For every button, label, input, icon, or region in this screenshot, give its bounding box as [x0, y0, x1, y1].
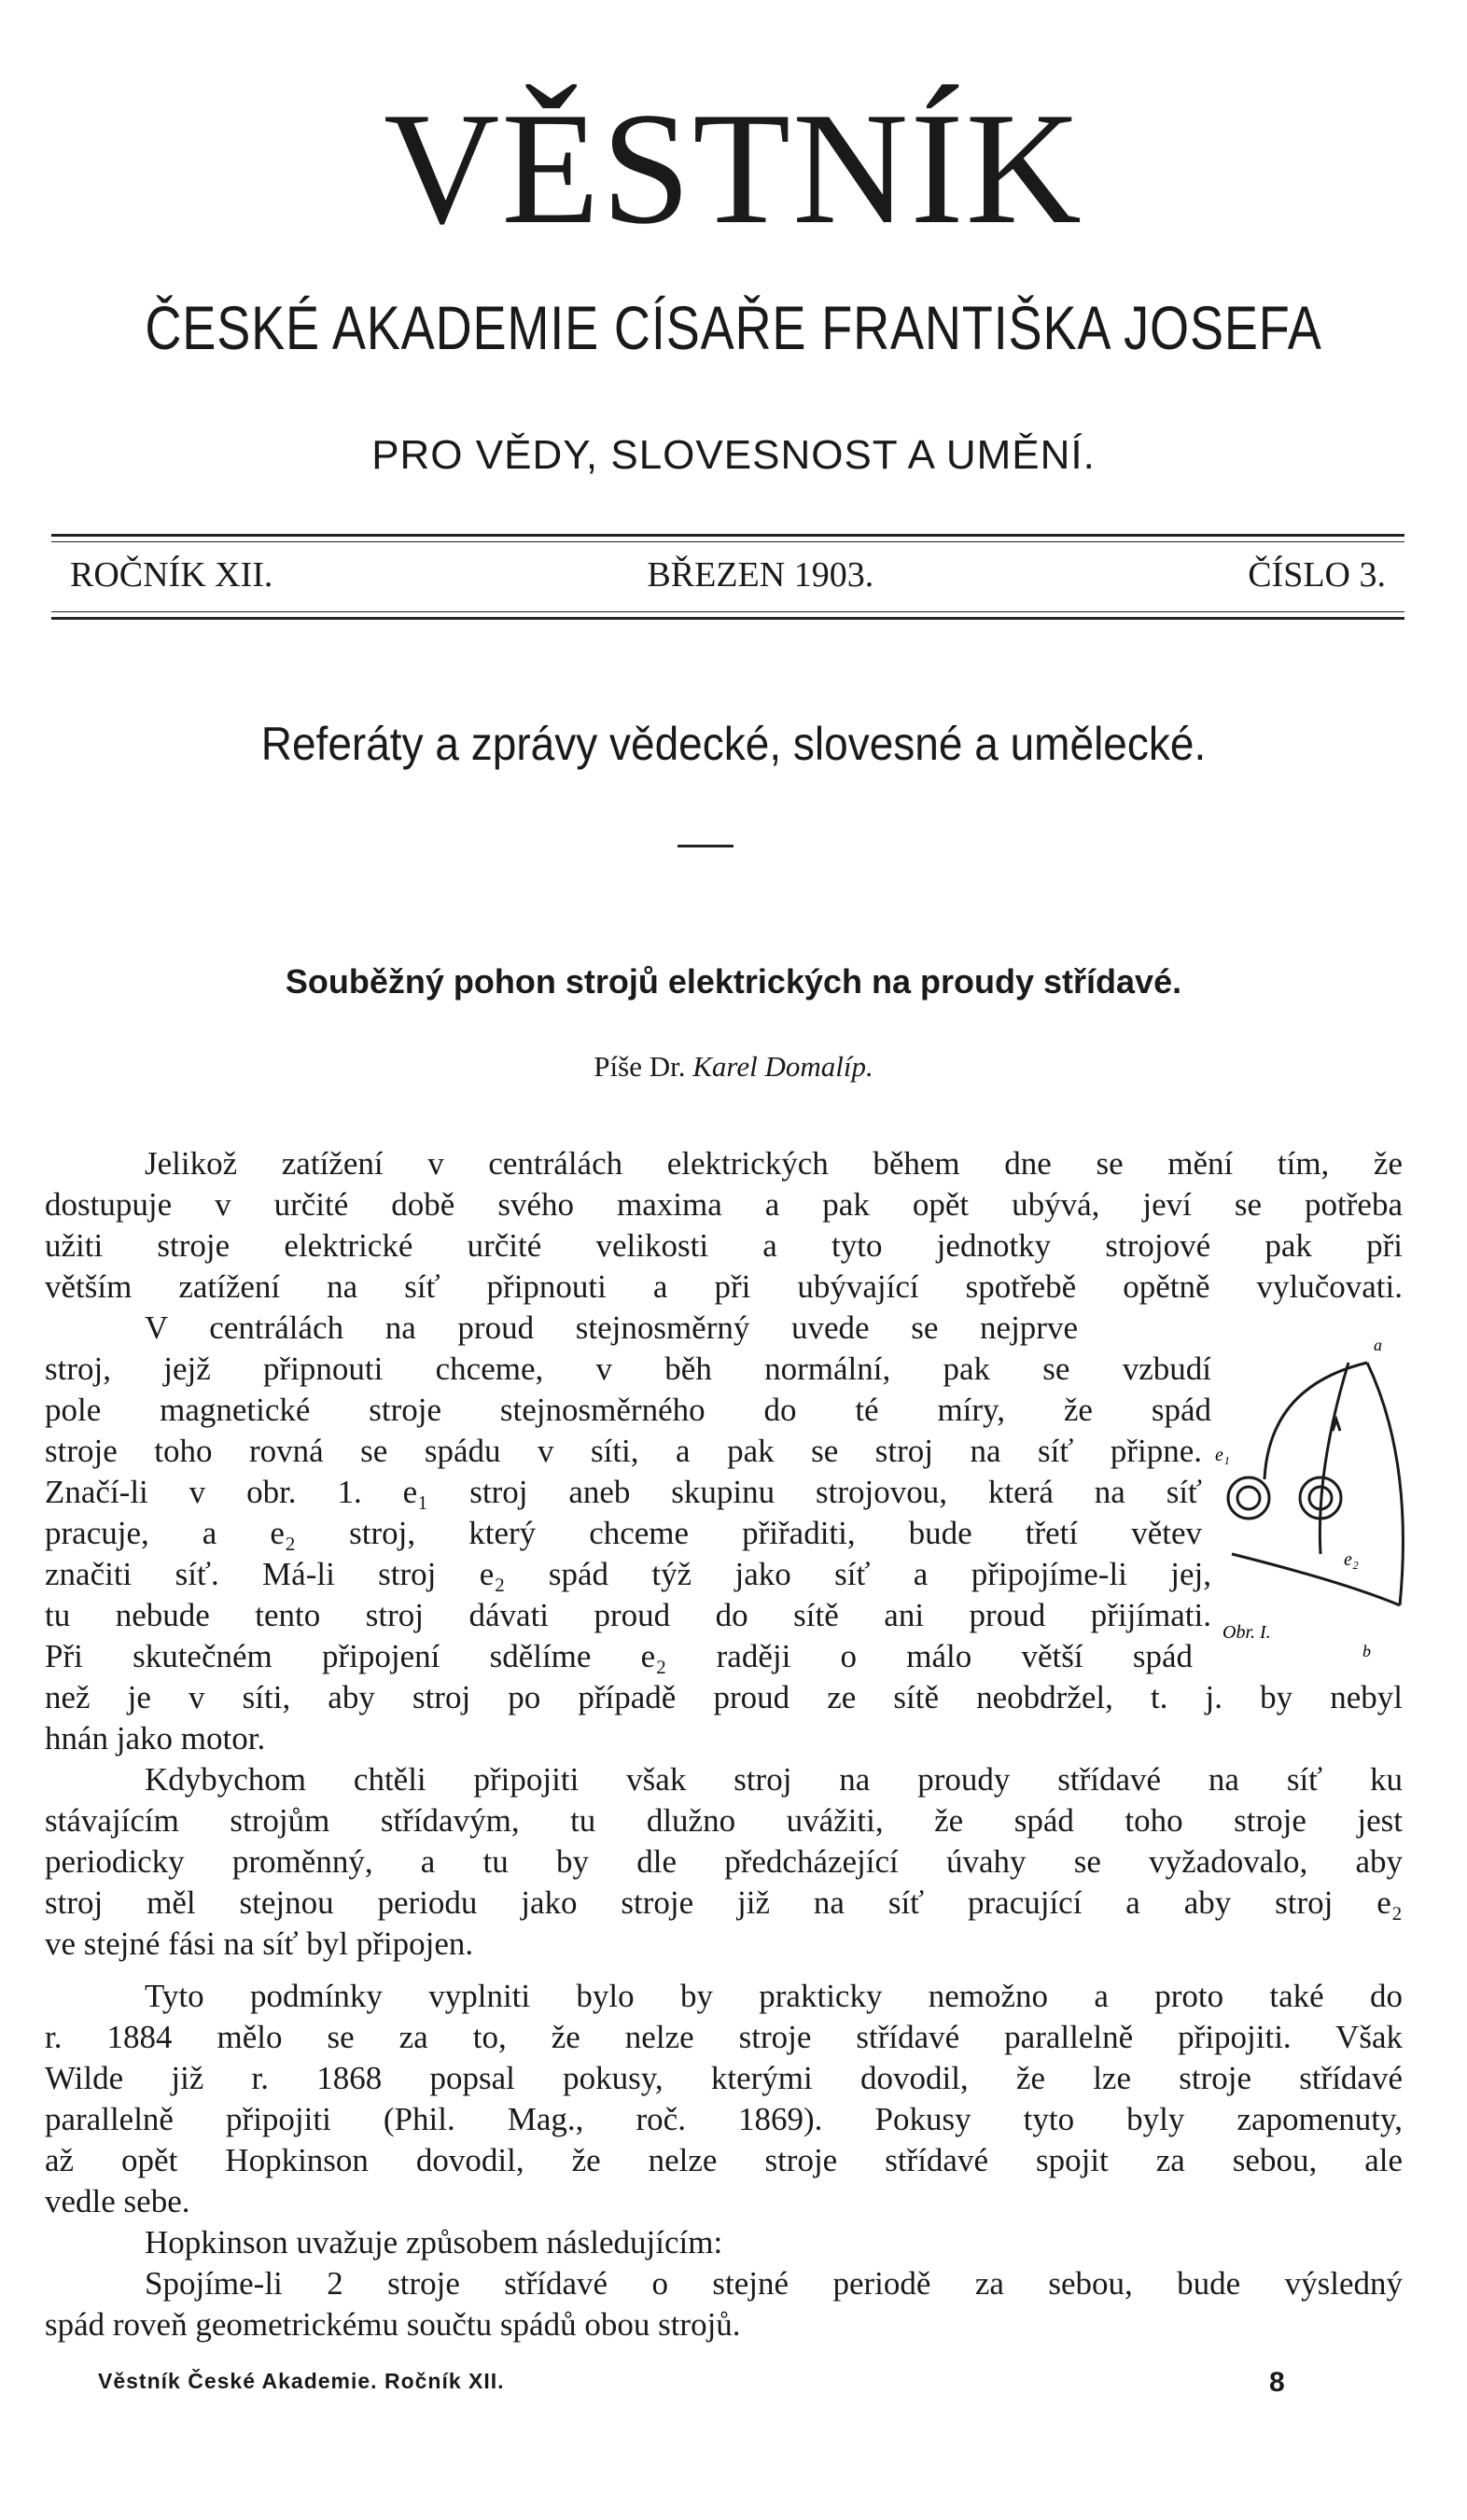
body-line: pracuje, a e₂ stroj, který chceme přiřaditi, bude třetí větev: [45, 1515, 1202, 1551]
body-line: pole magnetické stroje stejnosměrného do té míry, že spád: [45, 1392, 1211, 1428]
author-name: Karel Domalíp.: [692, 1050, 873, 1083]
circuit-figure: [1213, 1321, 1414, 1666]
body-line: Hopkinson uvažuje způsobem následujícím:: [145, 2224, 723, 2261]
body-line: V centrálách na proud stejnosměrný uvede se nejprve: [145, 1309, 1078, 1346]
body-line: hnán jako motor.: [45, 1720, 266, 1757]
body-line: parallelně připojiti (Phil. Mag., roč. 1869). Pokusy tyto byly zapomenuty,: [45, 2101, 1403, 2137]
body-line: spád roveň geometrickému součtu spádů obou strojů.: [45, 2306, 741, 2343]
body-line: Wilde již r. 1868 popsal pokusy, kterými dovodil, že lze stroje střídavé: [45, 2060, 1403, 2096]
wire-lower: [1232, 1554, 1400, 1605]
body-line: stávajícím strojům střídavým, tu dlužno uvážiti, že spád toho stroje jest: [45, 1802, 1403, 1839]
top-rule-thin: [51, 541, 1404, 542]
body-line: stroje toho rovná se spádu v síti, a pak se stroj na síť připne.: [45, 1433, 1202, 1469]
body-line: ve stejné fási na síť byl připojen.: [45, 1925, 474, 1962]
section-heading: Referáty a zprávy vědecké, slovesné a umělecké.: [260, 718, 1207, 770]
body-line: až opět Hopkinson dovodil, že nelze stroje střídavé spojit za sebou, ale: [45, 2142, 1403, 2178]
wire-right: [1367, 1363, 1403, 1605]
volume-label: ROČNÍK XII.: [70, 555, 273, 595]
body-line: Při skutečném připojení sdělíme e₂ raději o málo větší spád: [45, 1638, 1193, 1674]
body-line: tu nebude tento stroj dávati proud do sítě ani proud přijímati.: [45, 1597, 1211, 1633]
body-line: Značí-li v obr. 1. e₁ stroj aneb skupinu strojovou, která na síť: [45, 1474, 1202, 1510]
footer-journal: Věstník České Akademie. Ročník XII.: [98, 2369, 505, 2393]
bottom-rule-thin: [51, 611, 1404, 612]
figure-label-b: b: [1362, 1642, 1371, 1660]
wire-inner: [1320, 1363, 1348, 1554]
page-number: 8: [1269, 2367, 1285, 2398]
byline-prefix: Píše Dr.: [594, 1050, 686, 1083]
masthead-title: VĚSTNÍK: [384, 80, 1083, 258]
body-line: vedle sebe.: [45, 2183, 190, 2219]
body-line: Tyto podmínky vyplniti bylo by prakticky nemožno a proto také do: [145, 1978, 1403, 2014]
article-title: Souběžný pohon strojů elektrických na proudy střídavé.: [285, 962, 1182, 1001]
figure-caption: Obr. I.: [1222, 1622, 1271, 1643]
masthead-subtitle: ČESKÉ AKADEMIE CÍSAŘE FRANTIŠKA JOSEFA: [145, 293, 1322, 362]
figure-label-e2: e₂: [1344, 1549, 1359, 1570]
issue-info-row: [70, 557, 1386, 593]
body-line: stroj měl stejnou periodu jako stroje již na síť pracující a aby stroj e₂: [45, 1884, 1403, 1921]
figure-label-e1: e₁: [1215, 1445, 1230, 1465]
body-line: než je v síti, aby stroj po případě proud ze sítě neobdržel, t. j. by nebyl: [45, 1679, 1403, 1715]
body-line: dostupuje v určité době svého maxima a pak opět ubývá, jeví se potřeba: [45, 1186, 1403, 1223]
body-line: Spojíme-li 2 stroje střídavé o stejné periodě za sebou, bude výsledný: [145, 2265, 1403, 2302]
body-line: r. 1884 mělo se za to, že nelze stroje střídavé parallelně připojiti. Však: [45, 2019, 1403, 2055]
body-line: užiti stroje elektrické určité velikosti a tyto jednotky strojové pak při: [45, 1227, 1403, 1264]
issue-date: BŘEZEN 1903.: [647, 555, 874, 595]
section-divider: [678, 845, 734, 847]
bottom-rule: [51, 617, 1404, 620]
issue-number: ČÍSLO 3.: [1248, 555, 1386, 595]
body-line: značiti síť. Má-li stroj e₂ spád týž jako síť a připojíme-li jej,: [45, 1556, 1211, 1592]
body-line: Jelikož zatížení v centrálách elektrických během dne se mění tím, že: [145, 1145, 1403, 1182]
figure-label-a: a: [1374, 1336, 1382, 1354]
body-line: větším zatížení na síť připnouti a při ubývající spotřebě opětně vylučovati.: [45, 1268, 1403, 1305]
byline: [0, 1052, 1467, 1081]
masthead-subtitle-2: PRO VĚDY, SLOVESNOST A UMĚNÍ.: [371, 432, 1096, 478]
top-rule: [51, 534, 1404, 537]
generator-e1: [1228, 1477, 1269, 1519]
body-line: stroj, jejž připnouti chceme, v běh normální, pak se vzbudí: [45, 1351, 1211, 1387]
wire-upper-left: [1264, 1363, 1367, 1479]
body-line: periodicky proměnný, a tu by dle předcházející úvahy se vyžadovalo, aby: [45, 1843, 1403, 1880]
body-line: Kdybychom chtěli připojiti však stroj na proudy střídavé na síť ku: [145, 1761, 1403, 1798]
